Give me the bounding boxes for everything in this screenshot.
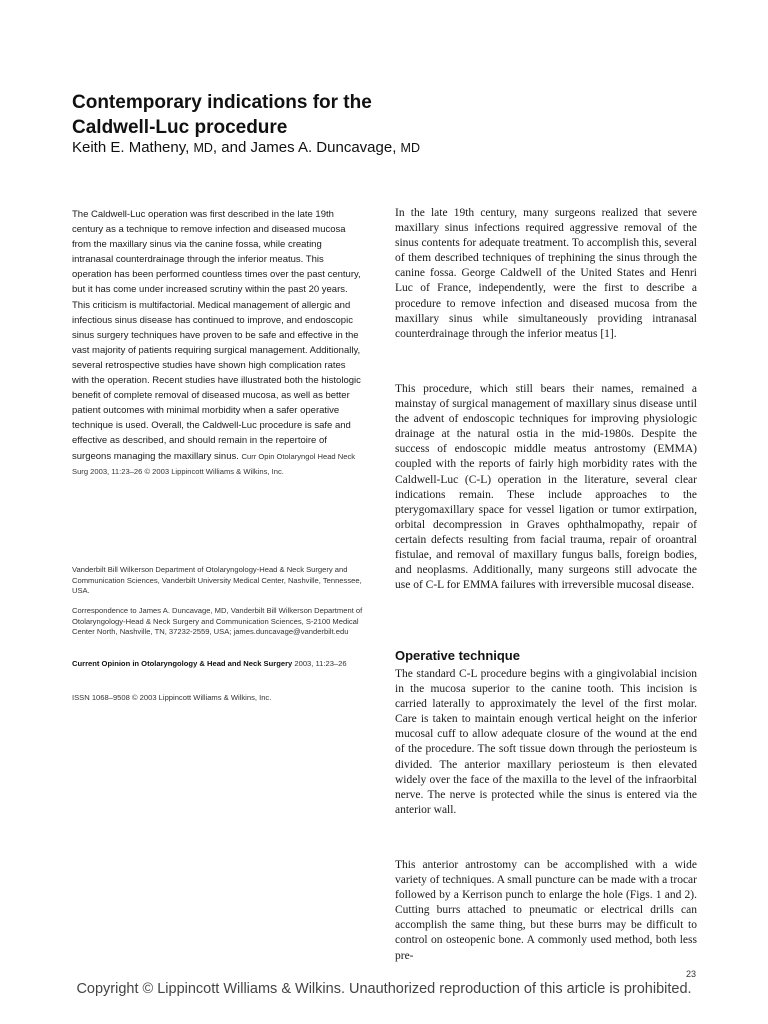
abstract-citation: Curr Opin Otolaryngol Head Neck Surg 2003, 11:23–26 © 2003 Lippincott Williams & Wilkins, Inc. (72, 451, 356, 476)
copyright-notice: Copyright © Lippincott Williams & Wilkins. Unauthorized reproduction of this article is prohibited. (76, 981, 692, 997)
title-line-1: Contemporary indications for the (72, 92, 372, 113)
body-paragraph-4: This anterior antrostomy can be accomplished with a wide variety of techniques. A small puncture can be made with a trocar followed by a Kerrison punch to enlarge the hole (Figs. 1 and 2). Cutting burrs attached to pneumatic or electrical drills can accomplish the same thing, but these burrs may be difficult to control on osteopenic bone. A commonly used method, both less pre- (395, 859, 697, 962)
author-2-degree: MD (400, 141, 420, 155)
abstract-text: The Caldwell-Luc operation was first described in the late 19th century as a technique to remove infection and diseased mucosa from the maxillary sinus via the canine fossa, while creating intranasal counterdrainage through the inferior meatus. This operation has been performed countless times over the past century, but it has come under increased scrutiny within the past 20 years. This criticism is multifactorial. Medical management of allergic and infectious sinus disease has continued to improve, and endoscopic sinus surgery techniques have proven to be safe and effective in the vast majority of patients requiring surgical management. Additionally, several retrospective studies have shown high complication rates with the operation. Recent studies have illustrated both the histologic benefit of complete removal of diseased mucosa, as well as better patient outcomes with minimal morbidity when a safer operative technique is used. Overall, the Caldwell-Luc procedure is safe and effective as described, and should remain in the repertoire of surgeons managing the maxillary sinus. (72, 209, 361, 462)
author-1: Keith E. Matheny, (72, 139, 190, 156)
journal-reference (72, 659, 372, 670)
author-joiner: , and James A. Duncavage, (212, 139, 397, 156)
body-paragraph-2: This procedure, which still bears their names, remained a mainstay of surgical management of maxillary sinus disease until the advent of endoscopic techniques for improving physiologic drainage at the natural ostia in the mid-1980s. Despite the success of endoscopic middle meatus antrostomy (EMMA) coupled with the reports of fairly high morbidity rates with the Caldwell-Luc (C-L) operation in the literature, several clear indications remain. These include approaches to the pterygomaxillary space for vessel ligation or tumor extirpation, orbital decompression in Graves ophthalmopathy, repair of certain defects resulting from facial trauma, repair of oroantral fistulae, and removal of maxillary fungus balls, foreign bodies, and neoplasms. Additionally, many surgeons still advocate the use of C-L for EMMA failures with irreversible mucosal disease. (395, 383, 697, 592)
issn-line: ISSN 1068–9508 © 2003 Lippincott Williams & Wilkins, Inc. (72, 693, 272, 702)
correspondence (72, 606, 372, 638)
article-title (72, 90, 492, 140)
body-paragraph-3: The standard C-L procedure begins with a gingivolabial incision in the mucosa superior to the canine tooth. This incision is carried laterally to approximately the level of the first molar. Care is taken to maintain enough vertical height on the inferior mucosal cuff to allow adequate closure of the wound at the end of the procedure. The soft tissue down through the periosteum is divided. The anterior maxillary periosteum is then elevated widely over the face of the maxilla to the level of the infraorbital nerve. The nerve is protected while the sinus is entered via the anterior wall. (395, 668, 697, 816)
affiliation: Vanderbilt Bill Wilkerson Department of Otolaryngology-Head & Neck Surgery and Communication Sciences, Vanderbilt University Medical Center, Nashville, Tennessee, USA. (72, 565, 362, 596)
author-1-degree: MD (193, 141, 213, 155)
title-line-2: Caldwell-Luc procedure (72, 117, 288, 138)
abstract (72, 207, 364, 479)
correspondence-text: Correspondence to James A. Duncavage, MD, Vanderbilt Bill Wilkerson Department of Otolaryngology-Head & Neck Surgery and Communication Sciences, S-2100 Medical Center North, Nashville, TN, 37232-2559, USA; james.duncavage@vanderbilt.edu (72, 606, 363, 637)
page-number: 23 (685, 969, 696, 979)
author-line (72, 139, 532, 157)
section-heading-operative-technique: Operative technique (395, 648, 520, 663)
body-paragraph-1: In the late 19th century, many surgeons realized that severe maxillary sinus infections required aggressive removal of the sinus contents for adequate treatment. To accomplish this, several of them described techniques of trephining the sinus through the canine fossa. George Caldwell of the United States and Henri Luc of France, independently, were the first to describe a procedure to remove infection and diseased mucosa from the maxillary sinus while simultaneously providing intranasal counterdrainage through the inferior meatus [1]. (395, 207, 697, 340)
journal-name: Current Opinion in Otolaryngology & Head and Neck Surgery (72, 659, 293, 668)
journal-ref: 2003, 11:23–26 (294, 659, 347, 668)
